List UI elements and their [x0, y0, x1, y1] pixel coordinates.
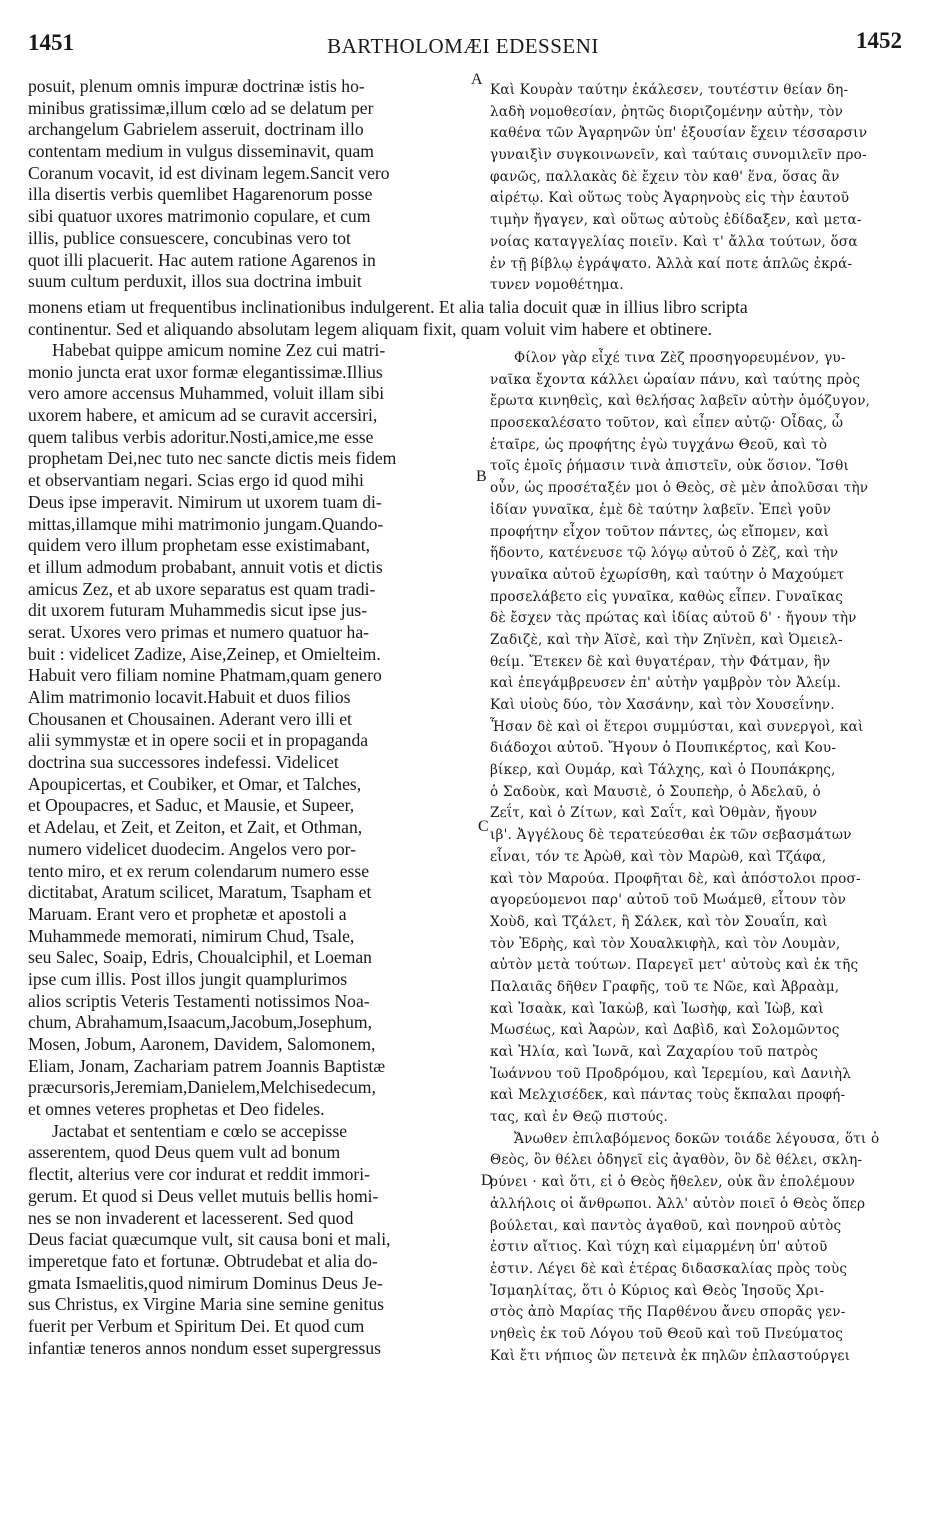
- latin-text-line: quidem vero illum prophetam esse existimabant,: [28, 535, 371, 556]
- latin-text-line: nes se non invaderent et lacesserent. Sed quod: [28, 1207, 354, 1228]
- full-width-lines: [28, 296, 920, 340]
- greek-text-line: Μωσέως, καὶ Ἀαρὼν, καὶ Δαβὶδ, καὶ Σολομῶντος: [490, 1022, 840, 1039]
- latin-text-line: et Adelau, et Zeit, et Zeiton, et Zait, et Othman,: [28, 817, 363, 838]
- latin-text-line: fuerit per Verbum et Spiritum Dei. Et quod cum: [28, 1315, 365, 1336]
- greek-text-line: αγορεύομενοι παρ' αὐτοῦ τοῦ Μωάμεθ, εἶτουν τὸν: [490, 892, 847, 909]
- greek-text-line: αἱρέτῳ. Καὶ οὕτως τοὺς Ἀγαρηνοὺς εἰς τὴν ἑαυτοῦ: [490, 190, 850, 207]
- latin-text-line: seu Salec, Soaip, Edris, Choualciphil, et Loeman: [28, 947, 372, 968]
- margin-letter-c: C: [478, 818, 489, 835]
- greek-text-line: Χοὺδ, καὶ Τζάλετ, ἢ Σάλεκ, καὶ τὸν Σουαΐπ, καὶ: [490, 913, 828, 930]
- latin-text-line: contentam medium in vulgus disseminavit, quam: [28, 141, 374, 162]
- greek-text-line: ἐστιν αἴτιος. Καὶ τύχη καὶ εἱμαρμένη ὑπ' αὐτοῦ: [490, 1239, 828, 1256]
- latin-text-line: minibus gratissimæ,illum cœlo ad se delatum per: [28, 97, 374, 118]
- latin-text-line: infantiæ teneros annos nondum esset supergressus: [28, 1337, 381, 1358]
- greek-text-line: νηθεὶς ἐκ τοῦ Λόγου τοῦ Θεοῦ καὶ τοῦ Πνεύματος: [490, 1325, 844, 1342]
- latin-text-line: Mosen, Jobum, Aaronem, Davidem, Salomonem,: [28, 1034, 376, 1054]
- greek-text-line: Ζαδιζὲ, καὶ τὴν Ἀϊσὲ, καὶ τὴν Ζηϊνὲπ, καὶ Ὀμειελ-: [490, 631, 843, 648]
- latin-text-line: suum cultum perduxit, illos sua doctrina imbuit: [28, 271, 362, 292]
- latin-text-line: dictitabat, Aratum scilicet, Maratum, Tsapham et: [28, 882, 372, 903]
- greek-text-line: προσελάβετο εἰς γυναῖκα, καθὼς εἶπεν. Γυναῖκας: [490, 588, 844, 605]
- greek-text-line: Καὶ Κουρὰν ταύτην ἐκάλεσεν, τουτέστιν θείαν δη-: [490, 82, 849, 98]
- running-title: BARTHOLOMÆI EDESSENI: [327, 34, 599, 58]
- latin-text-line: asserentem, quod Deus quem vult ad bonum: [28, 1142, 341, 1163]
- greek-text-line: ιβ'. Ἀγγέλους δὲ τερατεύεσθαι ἐκ τῶν σεβασμάτων: [490, 827, 852, 844]
- latin-text-line: Jactabat et sententiam e cœlo se accepisse: [52, 1120, 348, 1141]
- greek-text-line: Θεὸς, ὃν θέλει ὁδηγεῖ εἰς ἀγαθὸν, ὃν δὲ θέλει, σκλη-: [490, 1152, 863, 1169]
- latin-text-line: Deus faciat quæcumque vult, sit causa boni et mali,: [28, 1229, 391, 1250]
- greek-text-line: καὶ Ἠλία, καὶ Ἰωνᾶ, καὶ Ζαχαρίου τοῦ πατρὸς: [490, 1044, 819, 1060]
- greek-text-line: φανῶς, παλλακὰς δὲ ἔχειν τὸν καθ' ἕνα, ὅσας ἂν: [490, 168, 840, 185]
- greek-text-line: Καὶ υἱοὺς δύο, τὸν Χασάνην, καὶ τὸν Χουσεΐνην.: [490, 697, 835, 713]
- latin-text-line: uxorem habere, et amicum ad se curavit accersiri,: [28, 405, 378, 426]
- latin-text-line: et observantiam negari. Scias ergo id quod mihi: [28, 470, 364, 491]
- greek-text-line: καὶ ἐπεγάμβρευσεν ἐπ' αὐτὴν γαμβρὸν τὸν Ἀλείμ.: [490, 675, 841, 692]
- latin-text-line: et omnes veteres prophetas et Deo fideles.: [28, 1099, 325, 1120]
- greek-text-line: τιμὴν ἤγαγεν, καὶ οὕτως αὐτοὺς ἐδίδαξεν, καὶ μετα-: [490, 212, 862, 229]
- margin-letter-d: D: [481, 1172, 493, 1189]
- latin-text-line: Eliam, Jonam, Zachariam patrem Joannis Baptistæ: [28, 1055, 386, 1076]
- greek-text-line: βίκερ, καὶ Ουμάρ, καὶ Τάλχης, καὶ ὁ Πουπάκρης,: [490, 762, 836, 779]
- greek-text-line: τυνεν νομοθέτημα.: [490, 277, 624, 294]
- latin-text-line: et illum admodum probabant, annuit votis et dictis: [28, 556, 383, 577]
- greek-text-line: καθένα τῶν Ἀγαρηνῶν ὑπ' ἐξουσίαν ἔχειν τέσσαρσιν: [490, 125, 868, 142]
- greek-text-line: δὲ ἔσχεν τὰς πρώτας καὶ ἰδίας αὐτοῦ δ' · ἤγουν τὴν: [490, 610, 857, 627]
- latin-text-line: quot illi placuerit. Hac autem ratione Agarenos in: [28, 249, 376, 270]
- greek-text-line: προσεκαλέσατο τοῦτον, καὶ εἶπεν αὐτῷ· Οἶδας, ὦ: [490, 415, 844, 432]
- latin-text-line: illa disertis verbis quemlibet Hagarenorum posse: [28, 184, 373, 205]
- page-number-right: 1452: [856, 28, 902, 53]
- greek-text-line: Φίλον γὰρ εἶχέ τινα Ζὲζ προσηγορευμένον, γυ-: [514, 350, 846, 366]
- latin-text-line: alii symmystæ et in opere socii et in propaganda: [28, 730, 369, 751]
- latin-text-line: monio juncta erat uxor formæ elegantissimæ.Illius: [28, 361, 383, 382]
- greek-text-line: λαδὴ νομοθεσίαν, ῥητῶς διοριζομένην αὐτὴν, τὸν: [490, 103, 844, 120]
- greek-text-line: ρύνει · καὶ ὅτι, εἰ ὁ Θεὸς ἤθελεν, οὐκ ἂν ἐπολέμουν: [490, 1174, 856, 1191]
- margin-letter-a: A: [471, 71, 483, 88]
- latin-text-line: buit : videlicet Zadize, Aise,Zeinep, et Omielteim.: [28, 643, 381, 664]
- latin-text-line: et Opoupacres, et Saduc, et Mausie, et Supeer,: [28, 795, 355, 816]
- greek-text-line: διάδοχοι αὐτοῦ. Ἤγουν ὁ Πουπικέρτος, καὶ Κου-: [490, 740, 837, 757]
- latin-text-line: gerum. Et quod si Deus vellet mutuis bellis homi-: [28, 1185, 379, 1206]
- greek-text-line: νοίας καταγγελίας ποιεῖν. Καὶ τ' ἄλλα τούτων, ὅσα: [490, 233, 858, 250]
- greek-text-line: ὁ Σαδοὺκ, καὶ Μαυσιὲ, ὁ Σουπεὴρ, ὁ Ἀδελαῦ, ὁ: [490, 783, 821, 800]
- latin-text-line: Muhammede memorati, nimirum Chud, Tsale,: [28, 925, 355, 946]
- latin-text-line: chum, Abrahamum,Isaacum,Jacobum,Josephum,: [28, 1012, 372, 1033]
- latin-text-line: tento miro, et ex rerum colendarum numero esse: [28, 860, 370, 881]
- margin-letter-b: B: [476, 468, 487, 485]
- latin-text-line: Coranum vocavit, id est divinam legem.Sancit vero: [28, 162, 390, 183]
- latin-text-line: amicus Zez, et ab uxore separatus est quam tradi-: [28, 578, 376, 599]
- greek-text-line: τὸν Ἐδρὴς, καὶ τὸν Χουαλκιφὴλ, καὶ τὸν Λουμὰν,: [490, 935, 841, 952]
- greek-text-line: ἐν τῇ βίβλῳ ἐγράψατο. Ἀλλὰ καί ποτε ἁπλῶς ἐκρά-: [490, 255, 853, 272]
- latin-text-line: sus Christus, ex Virgine Maria sine semine genitus: [28, 1294, 384, 1315]
- greek-text-line: Ἦσαν δὲ καὶ οἱ ἕτεροι συμμύσται, καὶ συνεργοὶ, καὶ: [490, 718, 864, 735]
- greek-text-line: γυναιξὶν συγκοινωνεῖν, καὶ ταύταις συνομιλεῖν προ-: [490, 147, 867, 164]
- latin-text-line: vero amore accensus Muhammed, voluit illam sibi: [28, 383, 385, 404]
- greek-text-line: εἶναι, τόν τε Ἀρὼθ, καὶ τὸν Μαρὼθ, καὶ Τζάφα,: [490, 848, 827, 865]
- latin-text-line: Habebat quippe amicum nomine Zez cui matri-: [52, 340, 386, 360]
- greek-text-line: ἥδοντο, κατένευσε τῷ λόγῳ αὐτοῦ ὁ Ζὲζ, καὶ τὴν: [490, 545, 839, 562]
- latin-text-line: quem talibus verbis adoritur.Nosti,amice,me esse: [28, 426, 374, 447]
- greek-text-line: θείμ. Ἔτεκεν δὲ καὶ θυγατέραν, τὴν Φάτμαν, ἣν: [490, 653, 831, 670]
- latin-text-line: gmata Ismaelitis,quod nimirum Dominus Deus Je-: [28, 1272, 383, 1293]
- latin-text-line: Habuit vero filiam nomine Phatmam,quam genero: [28, 665, 382, 686]
- latin-text-line: prophetam Dei,nec tuto nec sancte dictis meis fidem: [28, 448, 397, 469]
- greek-text-line: ναῖκα ἔχοντα κάλλει ὡραίαν πάνυ, καὶ ταύτης πρὸς: [490, 371, 861, 388]
- greek-text-line: τας, καὶ ἐν Θεῷ πιστούς.: [490, 1109, 669, 1126]
- latin-column-top: [28, 76, 478, 293]
- greek-text-line: καὶ Μελχισέδεκ, καὶ πάντας τοὺς ἔκπαλαι προφή-: [490, 1087, 846, 1104]
- latin-text-line: ipse cum illis. Post illos jungit quamplurimos: [28, 968, 348, 989]
- full-width-text-line: continentur. Sed et aliquando absolutam legem aliquam fixit, quam voluit vim habere et obtinere.: [28, 319, 713, 339]
- latin-text-line: numero videlicet duodecim. Angelos vero por-: [28, 838, 356, 859]
- greek-text-line: καὶ Ἰσαὰκ, καὶ Ἰακὼβ, καὶ Ἰωσὴφ, καὶ Ἰὼβ, καὶ: [490, 1000, 824, 1017]
- greek-text-line: ἐστιν. Λέγει δὲ καὶ ἑτέρας διδασκαλίας πρὸς τοὺς: [490, 1260, 848, 1277]
- greek-text-line: ἰδίαν γυναῖκα, ἐμὲ δὲ ταύτην λαβεῖν. Ἐπεὶ γοῦν: [490, 501, 832, 518]
- latin-text-line: alios scriptis Veteris Testamenti notissimos Noa-: [28, 990, 370, 1011]
- latin-text-line: sibi quatuor uxores matrimonio copulare, et cum: [28, 206, 371, 227]
- greek-text-line: γυναῖκα αὐτοῦ ἐχωρίσθη, καὶ ταύτην ὁ Μαχούμετ: [490, 566, 845, 583]
- greek-column-bottom: [490, 348, 916, 1367]
- latin-text-line: serat. Uxores vero primas et numero quatuor ha-: [28, 621, 370, 642]
- greek-text-line: Ζεΐτ, καὶ ὁ Ζίτων, καὶ Σαΐτ, καὶ Ὀθμὰν, ἤγουν: [490, 805, 818, 822]
- latin-text-line: dit uxorem futuram Muhammedis sicut ipse jus-: [28, 600, 368, 621]
- latin-text-line: Chousanen et Chousainen. Aderant vero illi et: [28, 708, 352, 729]
- latin-text-line: Deus ipse imperavit. Nimirum ut uxorem tuam di-: [28, 491, 382, 512]
- greek-text-line: Παλαιᾶς δῆθεν Γραφῆς, τοῦ τε Νῶε, καὶ Ἀβραὰμ,: [490, 978, 840, 995]
- greek-text-line: οὖν, ὡς προσέταξέν μοι ὁ Θεὸς, σὲ μὲν ἀπολῦσαι τὴν: [490, 480, 869, 497]
- greek-text-line: Ἄνωθεν ἐπιλαβόμενος δοκῶν τοιάδε λέγουσα, ὅτι ὁ: [514, 1130, 880, 1147]
- greek-column-top: [490, 80, 916, 297]
- greek-text-line: ἔρωτα κινηθεὶς, καὶ θελήσας λαβεῖν αὐτὴν ὁμόζυγον,: [490, 393, 871, 410]
- latin-text-line: archangelum Gabrielem asseruit, doctrinam illo: [28, 119, 364, 140]
- latin-text-line: Apoupicertas, et Coubiker, et Omar, et Talches,: [28, 773, 362, 794]
- latin-text-line: imperetque fato et fortunæ. Obtrudebat et alia do-: [28, 1250, 378, 1271]
- greek-text-line: βούλεται, καὶ παντὸς ἀγαθοῦ, καὶ πονηροῦ αὐτὸς: [490, 1217, 842, 1234]
- greek-text-line: τοῖς ἐμοῖς ῥήμασιν τινὰ ἀπιστεῖν, οὐκ ὅσιον. Ἴσθι: [490, 458, 850, 475]
- greek-text-line: Καὶ ἔτι νήπιος ὢν πετεινὰ ἐκ πηλῶν ἐπλαστούργει: [490, 1347, 851, 1364]
- latin-text-line: posuit, plenum omnis impuræ doctrinæ istis ho-: [28, 76, 365, 96]
- latin-text-line: doctrina sua successores indefessi. Videlicet: [28, 752, 339, 773]
- greek-text-line: ἑταῖρε, ὡς προφήτης ἐγὼ τυγχάνω Θεοῦ, καὶ τὸ: [490, 436, 828, 453]
- greek-text-line: αὐτὸν μετὰ τούτων. Παρεγεῖ μετ' αὐτοὺς καὶ ἐκ τῆς: [490, 957, 859, 974]
- page-number-left: 1451: [28, 30, 74, 55]
- latin-text-line: Alim matrimonio locavit.Habuit et duos filios: [28, 687, 351, 707]
- greek-text-line: καὶ τὸν Μαρούα. Προφῆται δὲ, καὶ ἀπόστολοι προσ-: [490, 870, 861, 887]
- latin-text-line: mittas,illamque mihi matrimonio jungam.Quando-: [28, 513, 384, 534]
- greek-text-line: ἀλλήλοις οἱ ἄνθρωποι. Ἀλλ' αὐτὸν ποιεῖ ὁ Θεὸς ὅπερ: [490, 1195, 866, 1212]
- greek-text-line: Ἰσμαηλίτας, ὅτι ὁ Κύριος καὶ Θεὸς Ἰησοῦς Χρι-: [490, 1282, 825, 1299]
- latin-text-line: illis, publice consuescere, concubinas vero tot: [28, 227, 351, 248]
- greek-text-line: προφήτην εἶχον τοῦτον πάντες, ὡς εἴπομεν, καὶ: [490, 523, 830, 540]
- full-width-text-line: monens etiam ut frequentibus inclinationibus indulgerent. Et alia talia docuit quæ in illius libro scripta: [28, 297, 748, 317]
- latin-text-line: præcursoris,Jeremiam,Danielem,Melchisedecum,: [28, 1077, 376, 1098]
- greek-text-line: Ἰωάννου τοῦ Προδρόμου, καὶ Ἰερεμίου, καὶ Δανιὴλ: [490, 1065, 852, 1082]
- latin-text-line: flectit, alterius vere cor indurat et reddit immori-: [28, 1164, 370, 1185]
- latin-column-bottom: [28, 340, 478, 1359]
- latin-text-line: Maruam. Erant vero et prophetæ et apostoli a: [28, 903, 347, 924]
- greek-text-line: στὸς ἀπὸ Μαρίας τῆς Παρθένου ἄνευ σπορᾶς γεν-: [490, 1304, 846, 1321]
